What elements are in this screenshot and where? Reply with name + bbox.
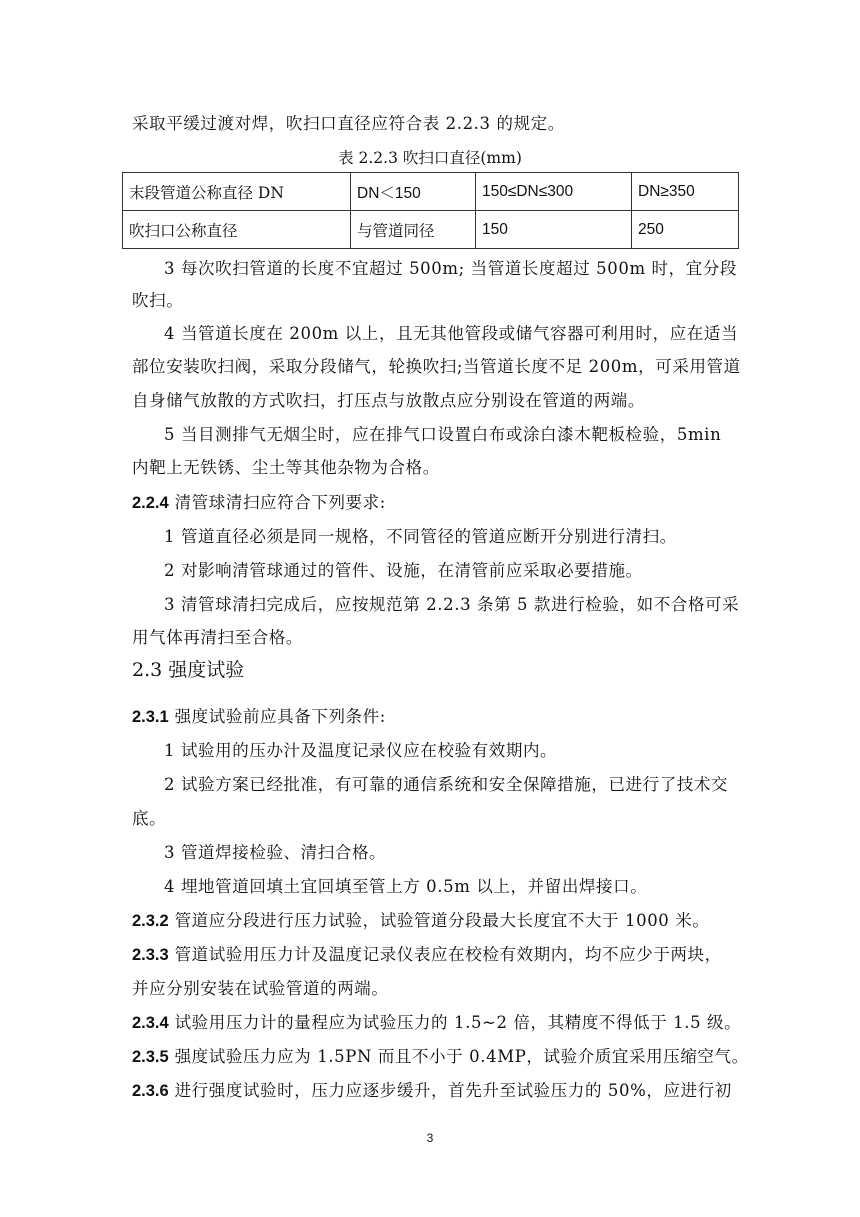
table-cell: DN≥350 bbox=[632, 173, 739, 211]
paragraph-line: 并应分别安装在试验管道的两端。 bbox=[132, 979, 389, 998]
paragraph-line: 吹扫。 bbox=[132, 291, 184, 310]
paragraph-line: 3 清管球清扫完成后，应按规范第 2.2.3 条第 5 款进行检验，如不合格可采 bbox=[164, 595, 740, 614]
paragraph-line: 4 当管道长度在 200m 以上，且无其他管段或储气容器可利用时，应在适当 bbox=[164, 324, 739, 343]
paragraph-line: 2 试验方案已经批准，有可靠的通信系统和安全保障措施，已进行了技术交 bbox=[164, 775, 729, 794]
clause-number: 2.3.4 bbox=[132, 1014, 169, 1032]
clause-text: 管道应分段进行压力试验，试验管道分段最大长度宜不大于 1000 米。 bbox=[174, 911, 710, 930]
clause-line bbox=[132, 910, 709, 932]
table-cell: 与管道同径 bbox=[351, 211, 476, 249]
blow-port-diameter-table bbox=[122, 172, 739, 249]
clause-line bbox=[132, 944, 722, 966]
paragraph-line: 用气体再清扫至合格。 bbox=[132, 628, 303, 647]
table-cell: 末段管道公称直径 DN bbox=[123, 173, 351, 211]
clause-number: 2.2.4 bbox=[132, 494, 169, 512]
clause-text: 进行强度试验时，压力应逐步缓升，首先升至试验压力的 50%，应进行初 bbox=[174, 1081, 732, 1100]
paragraph-line: 部位安装吹扫阀，采取分段储气，轮换吹扫;当管道长度不足 200m，可采用管道 bbox=[132, 357, 741, 376]
paragraph-line: 2 对影响清管球通过的管件、设施，在清管前应采取必要措施。 bbox=[164, 561, 643, 580]
clause-number: 2.3.2 bbox=[132, 912, 169, 930]
table-cell: 150≤DN≤300 bbox=[476, 173, 632, 211]
clause-line bbox=[132, 1046, 749, 1068]
table-caption: 表 2.2.3 吹扫口直径(mm) bbox=[338, 149, 522, 167]
table-cell: 吹扫口公称直径 bbox=[123, 211, 351, 249]
intro-line: 采取平缓过渡对焊，吹扫口直径应符合表 2.2.3 的规定。 bbox=[132, 114, 565, 133]
clause-text: 管道试验用压力计及温度记录仪表应在校检有效期内，均不应少于两块， bbox=[174, 945, 722, 964]
paragraph-line: 内靶上无铁锈、尘土等其他杂物为合格。 bbox=[132, 458, 440, 477]
clause-line bbox=[132, 1012, 741, 1034]
clause-number: 2.3.3 bbox=[132, 946, 169, 964]
clause-number: 2.3.6 bbox=[132, 1082, 169, 1100]
table-cell: 150 bbox=[476, 211, 632, 249]
page-number: 3 bbox=[426, 1131, 434, 1145]
clause-line bbox=[132, 706, 386, 728]
paragraph-line: 4 埋地管道回填土宜回填至管上方 0.5m 以上，并留出焊接口。 bbox=[164, 877, 648, 896]
section-heading: 2.3 强度试验 bbox=[132, 659, 245, 681]
table-row bbox=[123, 211, 739, 249]
clause-text: 清管球清扫应符合下列要求: bbox=[174, 493, 386, 512]
clause-text: 试验用压力计的量程应为试验压力的 1.5~2 倍，其精度不得低于 1.5 级。 bbox=[174, 1013, 742, 1032]
clause-line bbox=[132, 1080, 732, 1102]
table-cell: DN＜150 bbox=[351, 173, 476, 211]
clause-number: 2.3.1 bbox=[132, 708, 169, 726]
paragraph-line: 底。 bbox=[132, 809, 167, 828]
clause-line bbox=[132, 492, 386, 514]
table-cell: 250 bbox=[632, 211, 739, 249]
paragraph-line: 自身储气放散的方式吹扫，打压点与放散点应分别设在管道的两端。 bbox=[132, 391, 645, 410]
paragraph-line: 5 当目测排气无烟尘时，应在排气口设置白布或涂白漆木靶板检验，5min bbox=[164, 425, 722, 444]
table-row bbox=[123, 173, 739, 211]
paragraph-line: 1 管道直径必须是同一规格，不同管径的管道应断开分别进行清扫。 bbox=[164, 527, 677, 546]
clause-text: 强度试验压力应为 1.5PN 而且不小于 0.4MP，试验介质宜采用压缩空气。 bbox=[174, 1047, 749, 1066]
paragraph-line: 3 每次吹扫管道的长度不宜超过 500m; 当管道长度超过 500m 时，宜分段 bbox=[164, 259, 738, 278]
paragraph-line: 3 管道焊接检验、清扫合格。 bbox=[164, 843, 387, 862]
clause-text: 强度试验前应具备下列条件: bbox=[174, 707, 386, 726]
clause-number: 2.3.5 bbox=[132, 1048, 169, 1066]
paragraph-line: 1 试验用的压办汁及温度记录仪应在校验有效期内。 bbox=[164, 741, 558, 760]
